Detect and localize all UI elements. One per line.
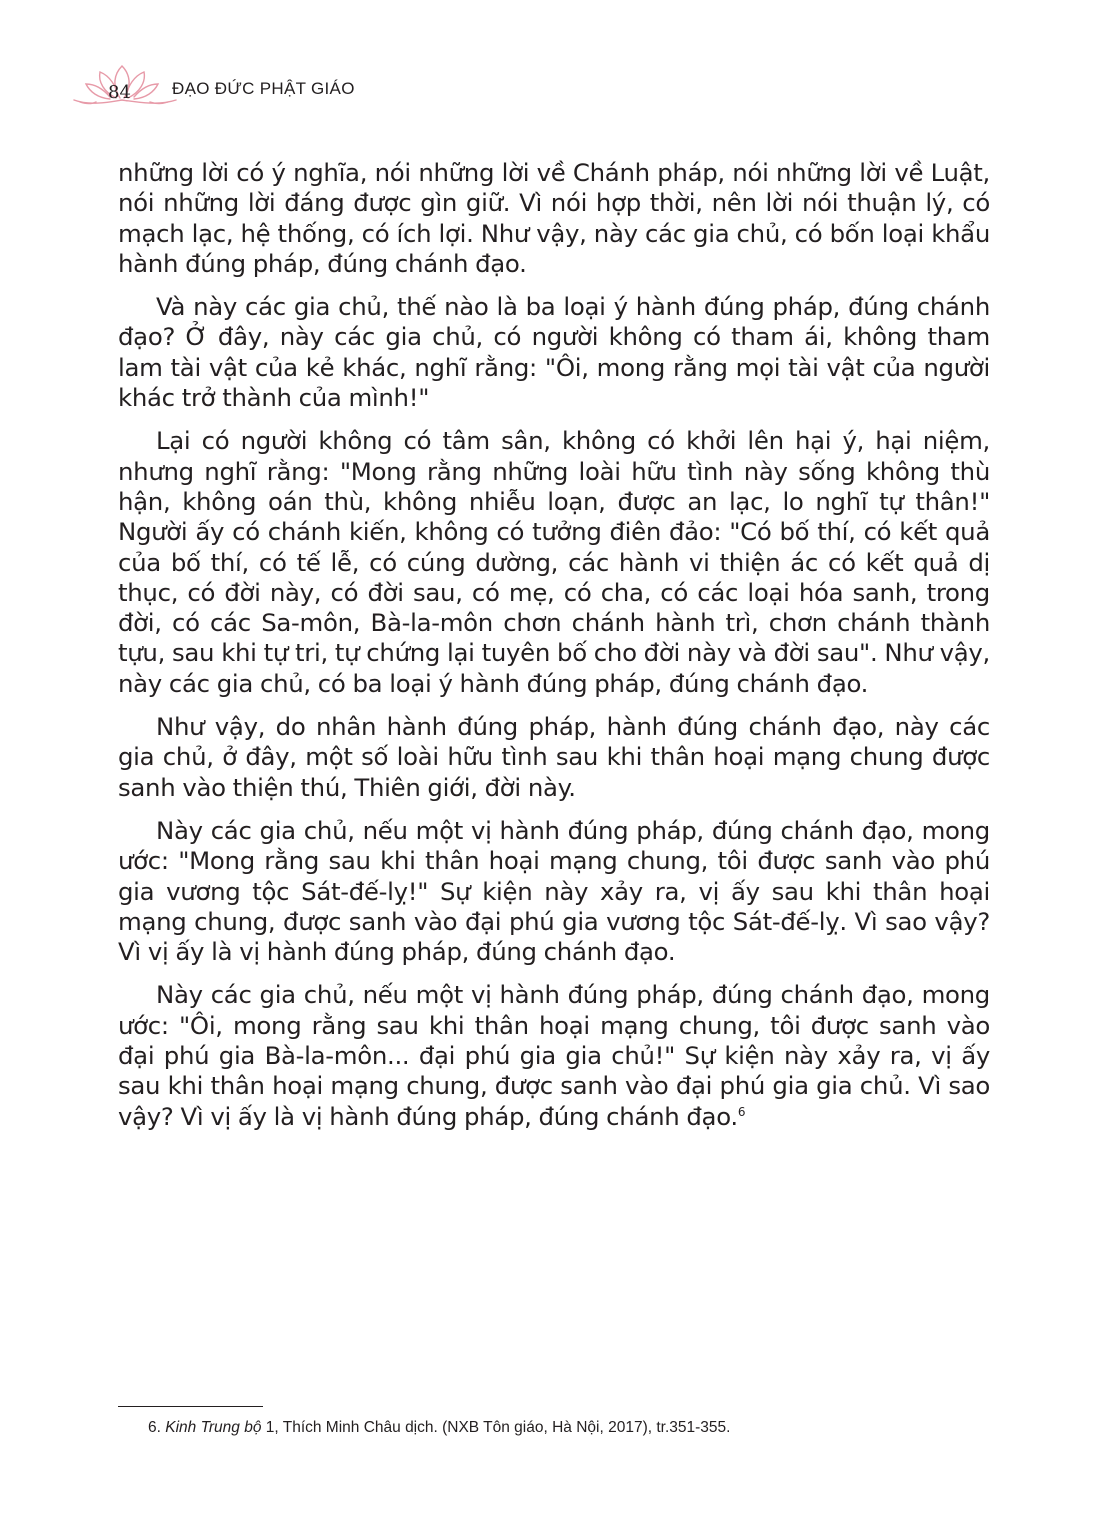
page-number: 84 <box>108 82 131 103</box>
paragraph-with-footnote <box>118 980 990 1131</box>
footnote-book-title: Kinh Trung bộ <box>165 1419 262 1436</box>
footnote <box>148 1419 730 1437</box>
paragraph-text: Này các gia chủ, nếu một vị hành đúng pháp, đúng chánh đạo, mong ước: "Ôi, mong rằng sau khi thân hoại mạng chung, tôi được sanh vào đại phú gia Bà-la-môn... đại phú gia gia chủ!" Sự kiện này xảy ra, vị ấy sau khi thân hoại mạng chung, được sanh vào đại phú gia gia chủ. Vì sao vậy? Vì vị ấy là vị hành đúng pháp, đúng chánh đạo. <box>118 980 990 1131</box>
paragraph: những lời có ý nghĩa, nói những lời về Chánh pháp, nói những lời về Luật, nói những lời đáng được gìn giữ. Vì nói hợp thời, nên lời nói thuận lý, có mạch lạc, hệ thống, có ích lợi. Như vậy, này các gia chủ, có bốn loại khẩu hành đúng pháp, đúng chánh đạo. <box>118 158 990 278</box>
body-text <box>118 158 990 1145</box>
page-header <box>70 62 490 112</box>
paragraph: Như vậy, do nhân hành đúng pháp, hành đúng chánh đạo, này các gia chủ, ở đây, một số loài hữu tình sau khi thân hoại mạng chung được sanh vào thiện thú, Thiên giới, đời này. <box>118 712 990 802</box>
paragraph: Này các gia chủ, nếu một vị hành đúng pháp, đúng chánh đạo, mong ước: "Mong rằng sau khi thân hoại mạng chung, tôi được sanh vào phú gia vương tộc Sát-đế-lỵ!" Sự kiện này xảy ra, vị ấy sau khi thân hoại mạng chung, được sanh vào đại phú gia vương tộc Sát-đế-lỵ. Vì sao vậy? Vì vị ấy là vị hành đúng pháp, đúng chánh đạo. <box>118 815 990 967</box>
paragraph: Và này các gia chủ, thế nào là ba loại ý hành đúng pháp, đúng chánh đạo? Ở đây, này các gia chủ, có người không có tham ái, không tham lam tài vật của kẻ khác, nghĩ rằng: "Ôi, mong rằng mọi tài vật của người khác trở thành của mình!" <box>118 292 990 413</box>
footnote-marker[interactable]: 6 <box>737 1104 746 1119</box>
paragraph: Lại có người không có tâm sân, không có khởi lên hại ý, hại niệm, nhưng nghĩ rằng: "Mong rằng những loài hữu tình này sống không thù hận, không oán thù, không nhiễu loạn, được an lạc, lo nghĩ tự thân!" Người ấy có chánh kiến, không có tưởng điên đảo: "Có bố thí, có kết quả của bố thí, có tế lễ, có cúng dường, các hành vi thiện ác có kết quả dị thục, có đời này, có đời sau, có mẹ, có cha, có các loại hóa sanh, trong đời, có các Sa-môn, Bà-la-môn chơn chánh hành trì, chơn chánh thành tựu, sau khi tự tri, tự chứng lại tuyên bố cho đời này và đời sau". Như vậy, này các gia chủ, có ba loại ý hành đúng pháp, đúng chánh đạo. <box>118 426 990 698</box>
running-title: ĐẠO ĐỨC PHẬT GIÁO <box>172 79 355 98</box>
footnote-number: 6. <box>148 1419 161 1436</box>
footnote-divider <box>118 1406 263 1407</box>
footnote-citation: 1, Thích Minh Châu dịch. (NXB Tôn giáo, Hà Nội, 2017), tr.351-355. <box>261 1419 731 1436</box>
